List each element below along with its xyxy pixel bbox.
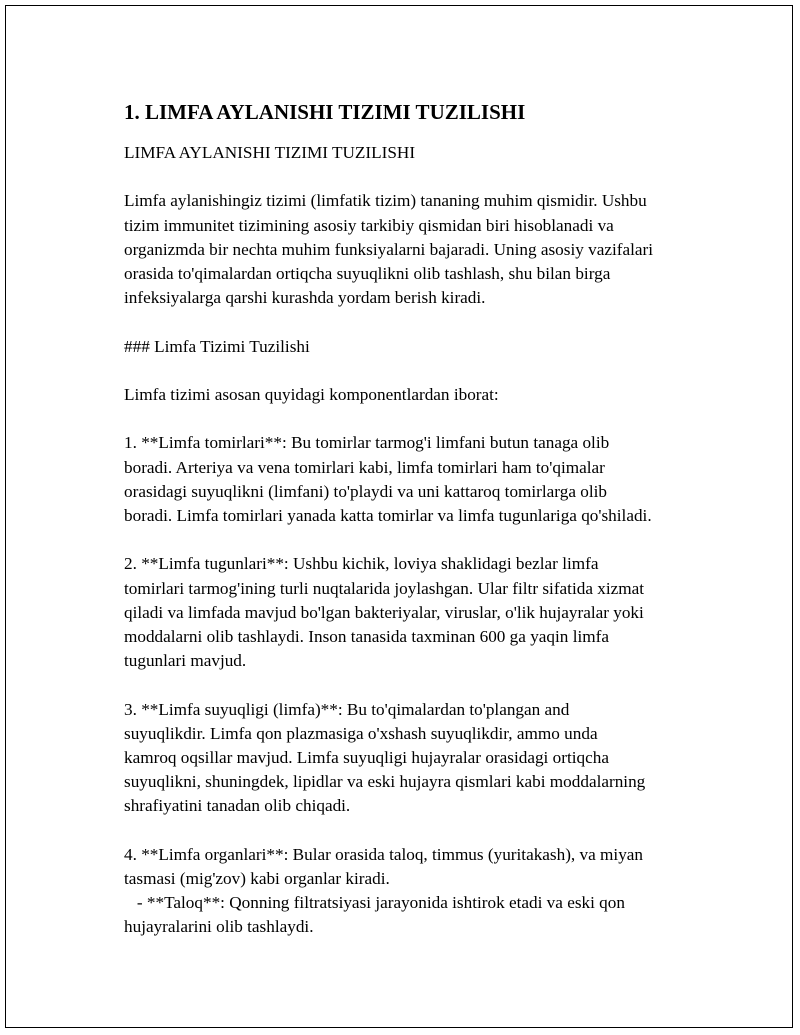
paragraph-line: moddalarni olib tashlaydi. Inson tanasida taxminan 600 ga yaqin limfa: [124, 626, 609, 646]
page-frame: [5, 5, 793, 1028]
paragraph-line: Limfa tizimi asosan quyidagi komponentlardan iborat:: [124, 384, 499, 404]
paragraph-line: suyuqlikni, shuningdek, lipidlar va eski hujayra qismlari kabi moddalarning: [124, 772, 646, 792]
paragraph-line: LIMFA AYLANISHI TIZIMI TUZILISHI: [124, 143, 416, 162]
paragraph-line: tugunlari mavjud.: [124, 651, 247, 671]
paragraph-line: boradi. Limfa tomirlari yanada katta tomirlar va limfa tugunlariga qo'shiladi.: [124, 505, 652, 525]
paragraph-line: suyuqlikdir. Limfa qon plazmasiga o'xshash suyuqlikdir, ammo unda: [124, 723, 598, 743]
document-heading: 1. LIMFA AYLANISHI TIZIMI TUZILISHI: [124, 100, 526, 124]
list-item-limfa-tomirlari: [124, 431, 724, 528]
components-intro-paragraph: [124, 383, 724, 407]
list-item-limfa-tugunlari: [124, 552, 724, 673]
subtitle-paragraph: [124, 141, 724, 165]
paragraph-line: 4. **Limfa organlari**: Bular orasida taloq, timmus (yuritakash), va miyan: [124, 844, 644, 864]
section-heading: ### Limfa Tizimi Tuzilishi: [124, 336, 310, 356]
intro-paragraph: [124, 189, 724, 310]
paragraph-line: 2. **Limfa tugunlari**: Ushbu kichik, loviya shaklidagi bezlar limfa: [124, 554, 599, 574]
document-body: [124, 99, 724, 940]
list-item-limfa-suyuqligi: [124, 698, 724, 819]
paragraph-line: tasmasi (mig'zov) kabi organlar kiradi.: [124, 868, 390, 888]
paragraph-line: orasidagi suyuqlikni (limfani) to'playdi va uni kattaroq tomirlarga olib: [124, 481, 607, 501]
paragraph-line: 3. **Limfa suyuqligi (limfa)**: Bu to'qimalardan to'plangan and: [124, 699, 570, 719]
paragraph-line: kamroq oqsillar mavjud. Limfa suyuqligi hujayralar orasidagi ortiqcha: [124, 747, 609, 767]
list-item-limfa-organlari: [124, 843, 724, 940]
paragraph-line: shrafiyatini tanadan olib chiqadi.: [124, 796, 351, 816]
paragraph-line: 1. **Limfa tomirlari**: Bu tomirlar tarmog'i limfani butun tanaga olib: [124, 433, 610, 453]
sub-list-item-taloq: - **Taloq**: Qonning filtratsiyasi jarayonida ishtirok etadi va eski qon: [124, 893, 625, 913]
paragraph-line: infeksiyalarga qarshi kurashda yordam berish kiradi.: [124, 288, 486, 308]
paragraph-line: hujayralarini olib tashlaydi.: [124, 917, 314, 937]
paragraph-line: Limfa aylanishingiz tizimi (limfatik tizim) tananing muhim qismidir. Ushbu: [124, 191, 647, 211]
paragraph-line: orasida to'qimalardan ortiqcha suyuqlikni olib tashlash, shu bilan birga: [124, 264, 611, 283]
paragraph-line: qiladi va limfada mavjud bo'lgan bakteriyalar, viruslar, o'lik hujayralar yoki: [124, 602, 644, 622]
section-heading-paragraph: [124, 335, 724, 359]
paragraph-line: boradi. Arteriya va vena tomirlari kabi, limfa tomirlari ham to'qimalar: [124, 457, 605, 477]
paragraph-line: tizim immunitet tizimining asosiy tarkibiy qismidan biri hisoblanadi va: [124, 215, 614, 235]
paragraph-line: organizmda bir nechta muhim funksiyalarni bajaradi. Uning asosiy vazifalari: [124, 239, 653, 259]
paragraph-line: tomirlari tarmog'ining turli nuqtalarida joylashgan. Ular filtr sifatida xizmat: [124, 578, 645, 598]
